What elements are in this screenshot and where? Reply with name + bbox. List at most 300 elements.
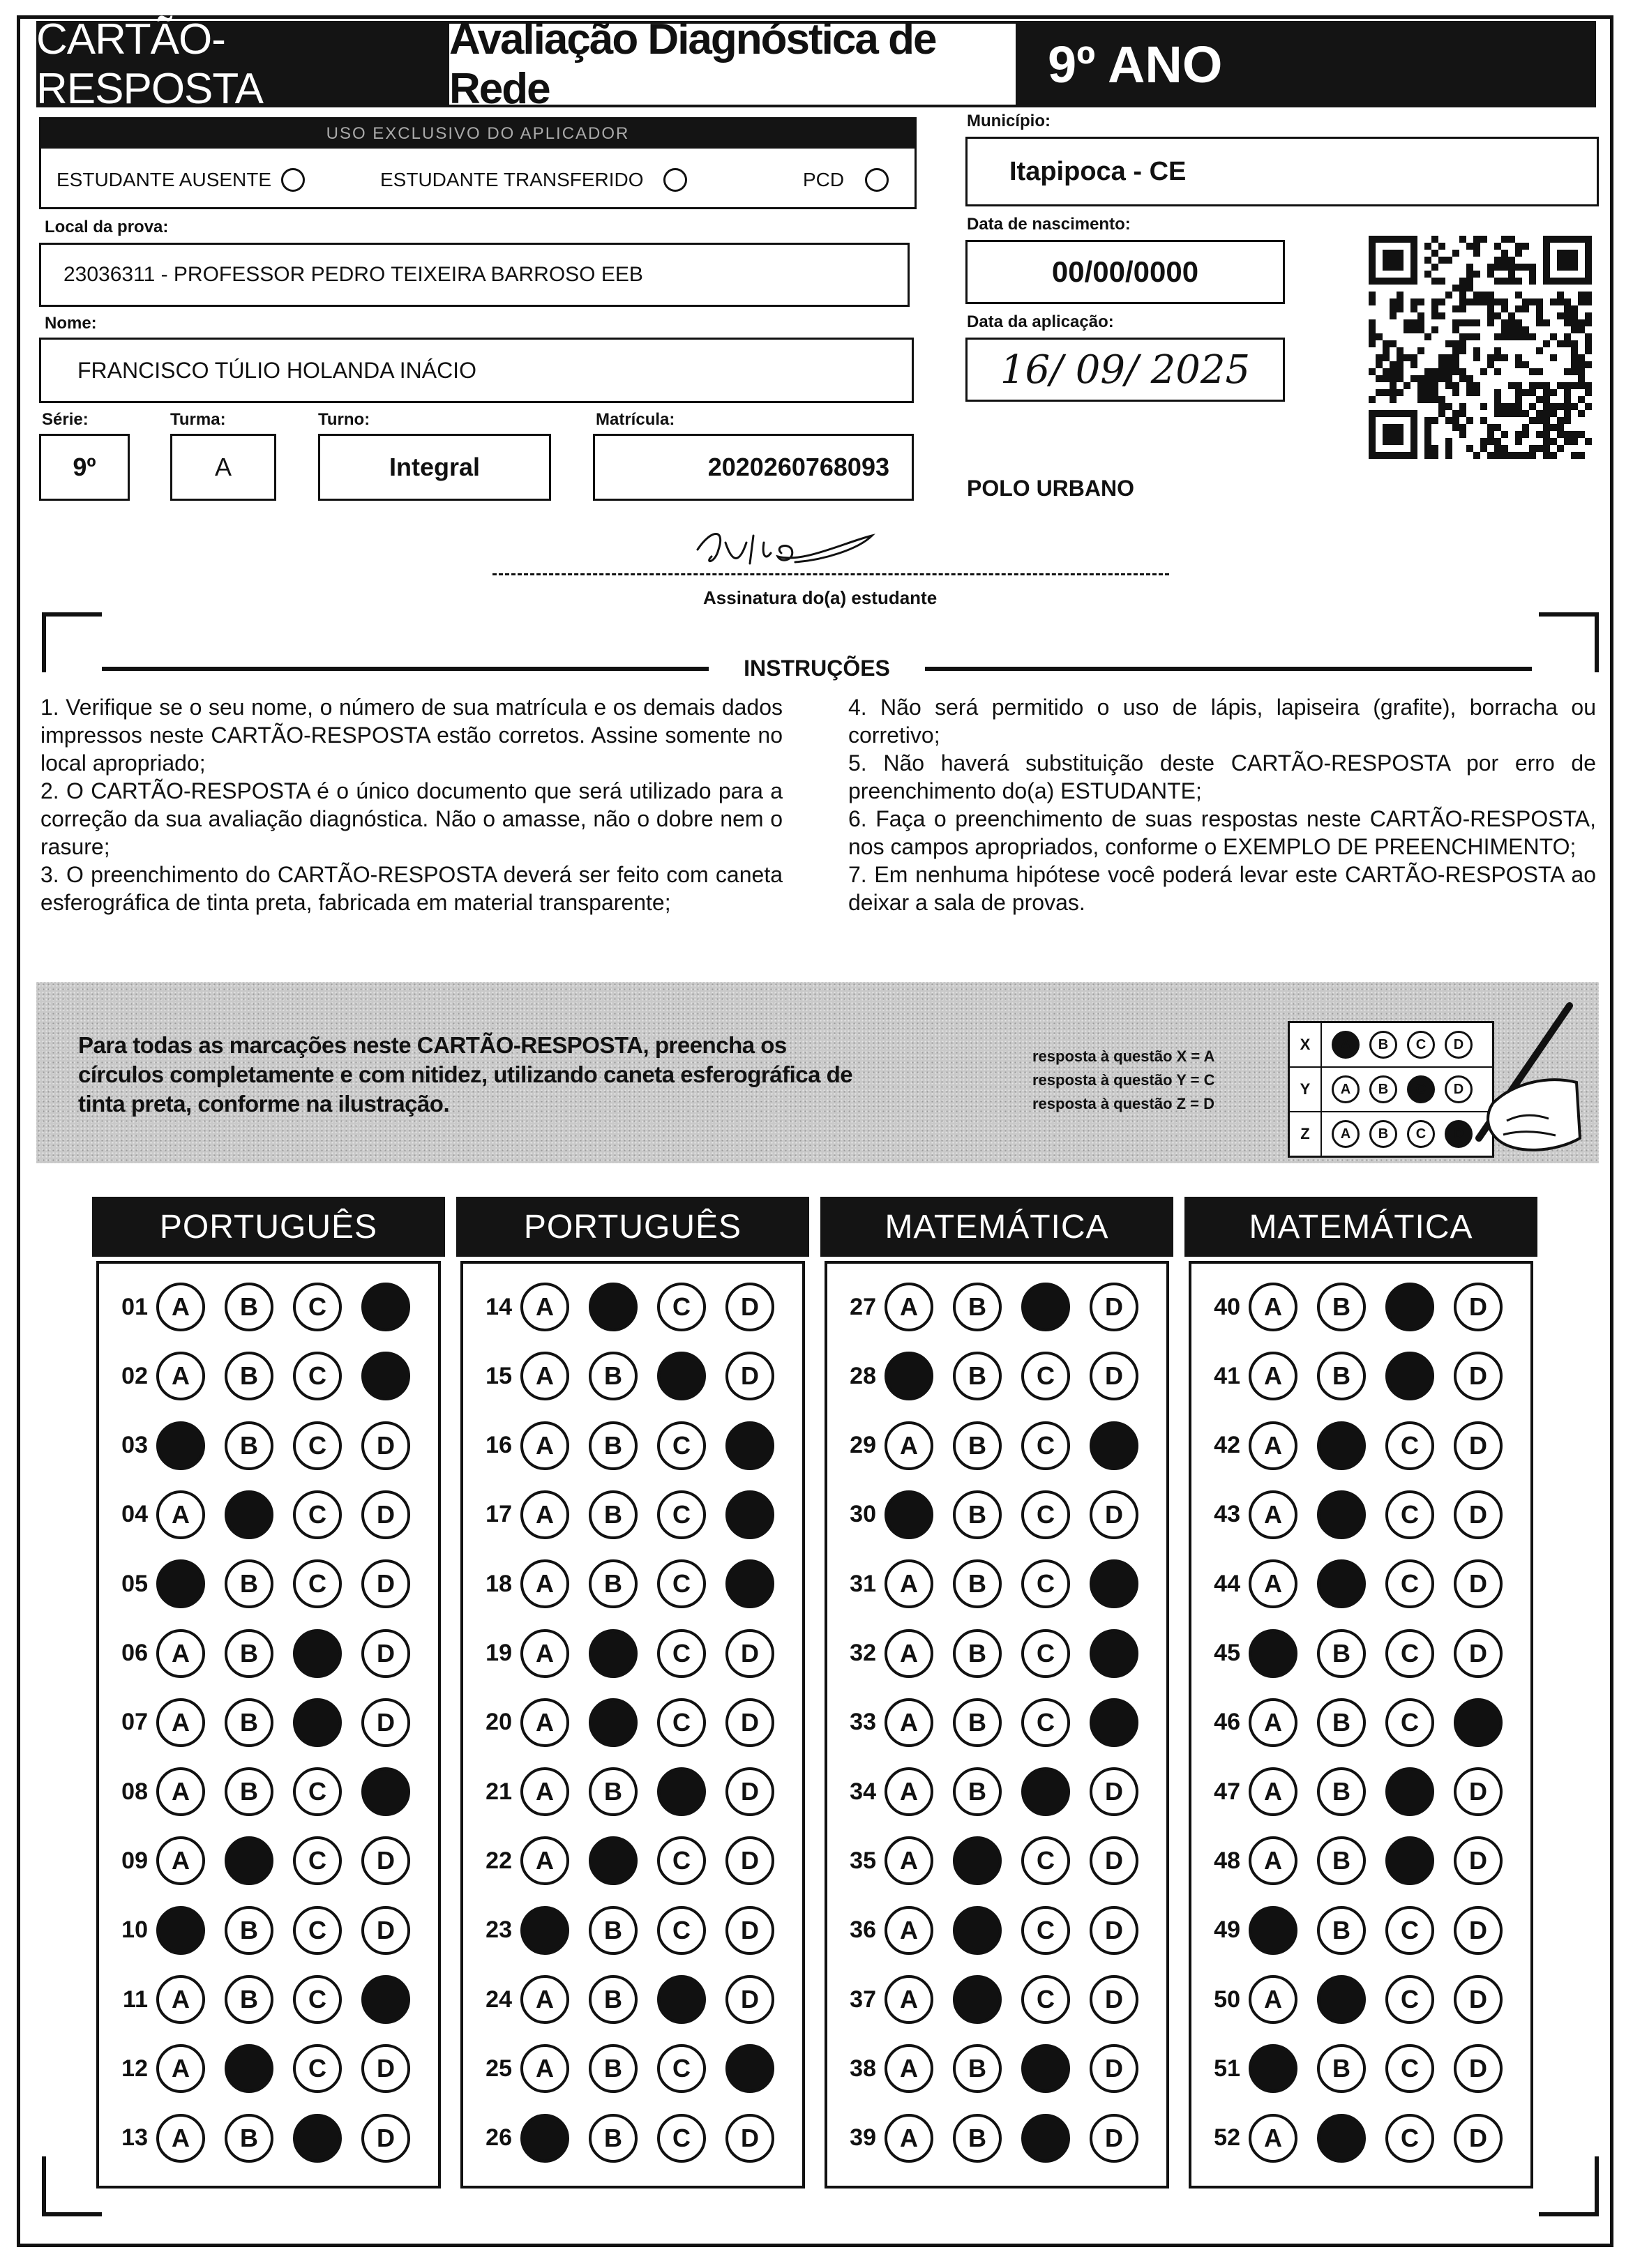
answer-bubble-d[interactable]: D [725, 1767, 774, 1816]
answer-bubble-b[interactable]: B [1317, 1698, 1366, 1747]
municipio-value: Itapipoca - CE [1009, 156, 1187, 186]
answer-bubble-d[interactable] [1090, 1421, 1138, 1470]
answer-bubble-d[interactable]: D [725, 1975, 774, 2024]
answer-bubble-b[interactable] [1317, 2114, 1366, 2163]
answer-bubble-d[interactable] [1090, 1698, 1138, 1747]
question-row [463, 1556, 774, 1612]
answer-bubble-c[interactable]: C [293, 1352, 342, 1400]
answer-bubble-b[interactable]: B [225, 1559, 273, 1608]
answer-bubble-a[interactable]: A [156, 1975, 205, 2024]
answer-bubble-c[interactable]: C [657, 1698, 706, 1747]
answer-bubble-c[interactable]: C [1021, 1836, 1070, 1885]
qr-module [1487, 354, 1494, 361]
question-number: 44 [1214, 1570, 1240, 1597]
qr-module [1543, 438, 1550, 445]
answer-bubble-c[interactable] [293, 1698, 342, 1747]
answer-bubble-a[interactable]: A [156, 2114, 205, 2163]
answer-bubble-a[interactable] [1249, 1629, 1297, 1678]
answer-bubble-d[interactable]: D [725, 1352, 774, 1400]
answer-bubble-a[interactable] [520, 2114, 569, 2163]
answer-bubble-c[interactable] [293, 1629, 342, 1678]
answer-bubble-c[interactable] [657, 1352, 706, 1400]
answer-bubble-a[interactable] [885, 1352, 933, 1400]
answer-bubble-b[interactable]: B [953, 1490, 1002, 1539]
answer-bubble-d[interactable]: D [1454, 1629, 1503, 1678]
answer-bubble-b[interactable]: B [589, 1490, 638, 1539]
answer-bubble-d[interactable]: D [1454, 1975, 1503, 2024]
answer-bubble-b[interactable] [225, 1836, 273, 1885]
question-number: 45 [1214, 1640, 1240, 1666]
qr-module [1564, 319, 1571, 326]
answer-bubble-d[interactable]: D [1454, 2114, 1503, 2163]
answer-bubble-b[interactable]: B [225, 2114, 273, 2163]
qr-module [1424, 389, 1431, 396]
answer-bubble-c[interactable]: C [293, 1975, 342, 2024]
answer-bubble-b[interactable]: B [225, 1421, 273, 1470]
answer-bubble-d[interactable] [725, 1421, 774, 1470]
answer-bubble-d[interactable] [725, 1559, 774, 1608]
answer-bubble-c[interactable] [657, 1975, 706, 2024]
answer-bubble-c[interactable]: C [293, 2044, 342, 2093]
answer-bubble-a[interactable]: A [520, 1629, 569, 1678]
answer-bubble-a[interactable]: A [520, 1490, 569, 1539]
answer-bubble-b[interactable]: B [953, 1421, 1002, 1470]
transferred-circle[interactable] [663, 168, 687, 192]
pcd-label: PCD [803, 169, 845, 190]
question-number: 30 [850, 1501, 876, 1528]
answer-bubble-b[interactable]: B [589, 1906, 638, 1955]
answer-bubble-a[interactable]: A [520, 1352, 569, 1400]
answer-bubble-d[interactable]: D [1090, 1767, 1138, 1816]
answer-bubble-b[interactable] [225, 1490, 273, 1539]
answer-bubble-b[interactable]: B [589, 1767, 638, 1816]
section-box [1189, 1261, 1533, 2188]
answer-bubble-a[interactable] [520, 1906, 569, 1955]
answer-bubble-c[interactable]: C [293, 1421, 342, 1470]
answer-bubble-a[interactable]: A [1249, 1698, 1297, 1747]
answer-bubble-d[interactable] [361, 1283, 410, 1331]
answer-bubble-c[interactable]: C [1385, 1629, 1434, 1678]
answer-bubble-b[interactable]: B [953, 2114, 1002, 2163]
question-row [99, 1833, 410, 1889]
answer-bubble-c[interactable]: C [293, 1767, 342, 1816]
instructions-right [848, 693, 1596, 916]
answer-bubble-c[interactable] [1021, 1283, 1070, 1331]
answer-bubble-c[interactable]: C [1385, 1906, 1434, 1955]
qr-module [1536, 445, 1543, 452]
answer-bubble-c[interactable] [657, 1767, 706, 1816]
answer-bubble-d[interactable]: D [725, 1836, 774, 1885]
answer-bubble-b[interactable] [589, 1629, 638, 1678]
answer-bubble-d[interactable]: D [1454, 1283, 1503, 1331]
qr-module [1536, 417, 1543, 424]
answer-bubble-a[interactable]: A [1249, 1283, 1297, 1331]
answer-bubble-a[interactable]: A [520, 1283, 569, 1331]
answer-bubble-b[interactable]: B [953, 1629, 1002, 1678]
answer-bubble-a[interactable]: A [1249, 2114, 1297, 2163]
answer-bubble-d[interactable]: D [725, 1629, 774, 1678]
answer-bubble-a[interactable]: A [885, 1836, 933, 1885]
answer-bubble-a[interactable]: A [520, 1421, 569, 1470]
answer-bubble-b[interactable] [953, 1906, 1002, 1955]
answer-bubble-c[interactable]: C [1021, 1421, 1070, 1470]
qr-module [1515, 452, 1522, 459]
answer-bubble-a[interactable]: A [156, 1629, 205, 1678]
example-legend-z: resposta à questão Z = D [1032, 1095, 1215, 1112]
qr-module [1410, 361, 1417, 368]
answer-bubble-d[interactable]: D [361, 2114, 410, 2163]
answer-bubble-c[interactable] [1385, 1767, 1434, 1816]
answer-bubble-b[interactable] [589, 1698, 638, 1747]
question-number: 16 [486, 1432, 512, 1459]
qr-module [1550, 354, 1557, 361]
qr-module [1501, 452, 1508, 459]
answer-bubble-d[interactable]: D [1454, 1352, 1503, 1400]
qr-module [1390, 375, 1397, 382]
answer-bubble-a[interactable]: A [1249, 1490, 1297, 1539]
answer-bubble-c[interactable] [1021, 2044, 1070, 2093]
answer-bubble-d[interactable]: D [1454, 1767, 1503, 1816]
qr-module [1431, 326, 1438, 333]
answer-bubble-c[interactable] [1021, 1767, 1070, 1816]
answer-bubble-c[interactable]: C [657, 1559, 706, 1608]
answer-bubble-d[interactable] [725, 1490, 774, 1539]
answer-bubble-c[interactable]: C [1021, 1352, 1070, 1400]
answer-bubble-d[interactable]: D [1454, 1906, 1503, 1955]
answer-bubble-a[interactable]: A [1249, 1975, 1297, 2024]
answer-bubble-d[interactable]: D [1090, 2114, 1138, 2163]
answer-bubble-a[interactable]: A [885, 1767, 933, 1816]
answer-bubble-c[interactable]: C [1021, 1698, 1070, 1747]
answer-bubble-b[interactable] [225, 2044, 273, 2093]
answer-bubble-a[interactable]: A [1249, 1767, 1297, 1816]
answer-bubble-a[interactable]: A [885, 1906, 933, 1955]
answer-bubble-d[interactable]: D [1090, 1352, 1138, 1400]
answer-bubble-c[interactable]: C [1021, 1629, 1070, 1678]
qr-module [1369, 292, 1376, 298]
answer-bubble-b[interactable] [1317, 1490, 1366, 1539]
qr-module [1438, 368, 1445, 375]
answer-bubble-a[interactable]: A [156, 1283, 205, 1331]
answer-bubble-a[interactable]: A [156, 1352, 205, 1400]
answer-bubble-d[interactable]: D [1454, 1490, 1503, 1539]
qr-module [1529, 264, 1536, 271]
pcd-option[interactable] [803, 168, 889, 192]
answer-bubble-c[interactable] [1021, 2114, 1070, 2163]
answer-bubble-a[interactable]: A [885, 1283, 933, 1331]
qr-module [1494, 347, 1501, 354]
answer-bubble-c[interactable]: C [1021, 1975, 1070, 2024]
example-bubble: C [1407, 1120, 1435, 1148]
answer-bubble-d[interactable]: D [1090, 1906, 1138, 1955]
answer-bubble-d[interactable]: D [1090, 1283, 1138, 1331]
answer-bubble-b[interactable]: B [225, 1975, 273, 2024]
answer-bubble-d[interactable] [361, 1975, 410, 2024]
qr-module [1494, 445, 1501, 452]
qr-module [1578, 326, 1585, 333]
qr-module [1585, 298, 1592, 305]
answer-bubble-d[interactable] [361, 1767, 410, 1816]
answer-bubble-a[interactable]: A [156, 1767, 205, 1816]
answer-bubble-b[interactable]: B [1317, 1906, 1366, 1955]
qr-module [1404, 326, 1410, 333]
answer-bubble-c[interactable]: C [1385, 1559, 1434, 1608]
answer-bubble-d[interactable]: D [361, 1629, 410, 1678]
answer-bubble-a[interactable]: A [1249, 1836, 1297, 1885]
answer-bubble-b[interactable] [589, 1836, 638, 1885]
answer-bubble-b[interactable]: B [225, 1352, 273, 1400]
qr-module [1410, 298, 1417, 305]
qr-module [1522, 410, 1529, 417]
answer-bubble-c[interactable]: C [293, 1836, 342, 1885]
answer-bubble-a[interactable] [156, 1559, 205, 1608]
answer-bubble-c[interactable] [1385, 1836, 1434, 1885]
answer-bubble-c[interactable]: C [657, 1906, 706, 1955]
answer-bubble-c[interactable] [293, 2114, 342, 2163]
answer-bubble-a[interactable]: A [885, 1698, 933, 1747]
qr-module [1557, 298, 1564, 305]
question-row [1191, 1695, 1503, 1751]
answer-bubble-b[interactable] [589, 1283, 638, 1331]
transferred-option[interactable] [380, 168, 687, 192]
answer-bubble-d[interactable]: D [725, 1906, 774, 1955]
qr-module [1585, 312, 1592, 319]
answer-bubble-d[interactable]: D [1454, 1421, 1503, 1470]
answer-bubble-a[interactable]: A [156, 2044, 205, 2093]
question-number: 09 [121, 1847, 148, 1874]
answer-bubble-a[interactable]: A [885, 1629, 933, 1678]
answer-bubble-b[interactable] [1317, 1421, 1366, 1470]
qr-module [1501, 326, 1508, 333]
answer-bubble-b[interactable]: B [589, 2114, 638, 2163]
answer-bubble-b[interactable]: B [1317, 1836, 1366, 1885]
question-row [1191, 2110, 1503, 2166]
answer-bubble-b[interactable]: B [1317, 1767, 1366, 1816]
qr-module [1383, 354, 1390, 361]
answer-bubble-d[interactable]: D [361, 1698, 410, 1747]
answer-bubble-c[interactable]: C [657, 2044, 706, 2093]
answer-bubble-a[interactable]: A [885, 1559, 933, 1608]
answer-bubble-d[interactable]: D [1090, 2044, 1138, 2093]
answer-bubble-d[interactable] [1090, 1559, 1138, 1608]
answer-bubble-d[interactable]: D [725, 1283, 774, 1331]
qr-module [1459, 305, 1466, 312]
qr-module [1487, 264, 1494, 271]
answer-bubble-b[interactable]: B [953, 2044, 1002, 2093]
answer-bubble-b[interactable]: B [225, 1629, 273, 1678]
answer-bubble-c[interactable]: C [1021, 1906, 1070, 1955]
answer-bubble-b[interactable]: B [589, 1352, 638, 1400]
qr-module [1390, 312, 1397, 319]
answer-bubble-a[interactable]: A [1249, 1352, 1297, 1400]
qr-module [1417, 382, 1424, 389]
answer-bubble-a[interactable]: A [520, 1836, 569, 1885]
matricula-value: 2020260768093 [707, 453, 889, 481]
example-row-key: Y [1290, 1068, 1322, 1111]
answer-bubble-a[interactable]: A [885, 1975, 933, 2024]
answer-bubble-a[interactable]: A [156, 1490, 205, 1539]
question-number: 37 [850, 1986, 876, 2013]
answer-bubble-a[interactable] [1249, 1906, 1297, 1955]
answer-bubble-d[interactable]: D [1090, 1975, 1138, 2024]
qr-module [1585, 361, 1592, 368]
answer-bubble-c[interactable]: C [657, 1629, 706, 1678]
question-row [463, 2110, 774, 2166]
answer-bubble-b[interactable] [1317, 1975, 1366, 2024]
answer-bubble-c[interactable]: C [293, 1559, 342, 1608]
answer-bubble-a[interactable]: A [520, 1559, 569, 1608]
absent-circle[interactable] [281, 168, 305, 192]
answer-bubble-c[interactable] [1385, 1352, 1434, 1400]
question-number: 17 [486, 1501, 512, 1528]
answer-bubble-b[interactable]: B [225, 1283, 273, 1331]
qr-module [1424, 431, 1431, 438]
answer-bubble-d[interactable]: D [361, 1490, 410, 1539]
answer-bubble-b[interactable] [953, 1975, 1002, 2024]
answer-bubble-b[interactable]: B [589, 1421, 638, 1470]
qr-module [1431, 389, 1438, 396]
hand-pen-icon [1430, 999, 1583, 1166]
pcd-circle[interactable] [865, 168, 889, 192]
answer-bubble-b[interactable]: B [953, 1698, 1002, 1747]
answer-bubble-b[interactable]: B [953, 1352, 1002, 1400]
answer-bubble-b[interactable] [953, 1836, 1002, 1885]
qr-module [1480, 292, 1487, 298]
answer-bubble-b[interactable]: B [953, 1283, 1002, 1331]
answer-bubble-d[interactable]: D [1454, 1559, 1503, 1608]
answer-bubble-a[interactable]: A [1249, 1421, 1297, 1470]
answer-bubble-c[interactable]: C [657, 1283, 706, 1331]
answer-bubble-d[interactable] [1454, 1698, 1503, 1747]
corner-top-right [1539, 612, 1599, 672]
answer-bubble-a[interactable]: A [520, 1698, 569, 1747]
answer-bubble-a[interactable]: A [885, 2044, 933, 2093]
qr-module [1536, 305, 1543, 312]
answer-bubble-a[interactable]: A [885, 2114, 933, 2163]
answer-bubble-d[interactable]: D [361, 2044, 410, 2093]
question-row [99, 1487, 410, 1543]
answer-bubble-b[interactable]: B [1317, 1283, 1366, 1331]
answer-bubble-a[interactable] [156, 1906, 205, 1955]
qr-module [1369, 319, 1376, 326]
answer-bubble-b[interactable]: B [1317, 2044, 1366, 2093]
turno-label: Turno: [318, 410, 370, 429]
answer-bubble-d[interactable]: D [725, 2114, 774, 2163]
answer-bubble-b[interactable]: B [1317, 1352, 1366, 1400]
answer-bubble-d[interactable]: D [361, 1906, 410, 1955]
answer-bubble-b[interactable]: B [589, 2044, 638, 2093]
answer-bubble-c[interactable]: C [1385, 2114, 1434, 2163]
answer-bubble-c[interactable]: C [1385, 1698, 1434, 1747]
answer-bubble-c[interactable]: C [1385, 2044, 1434, 2093]
answer-bubble-a[interactable] [156, 1421, 205, 1470]
answer-bubble-c[interactable]: C [1021, 1559, 1070, 1608]
answer-bubble-b[interactable]: B [953, 1767, 1002, 1816]
qr-module [1466, 333, 1473, 340]
qr-module [1515, 319, 1522, 326]
answer-bubble-d[interactable] [361, 1352, 410, 1400]
answer-bubble-c[interactable]: C [1385, 1975, 1434, 2024]
qr-code [1369, 236, 1592, 459]
answer-bubble-a[interactable]: A [1249, 1559, 1297, 1608]
answer-bubble-b[interactable]: B [225, 1906, 273, 1955]
corner-top-left [42, 612, 102, 672]
answer-bubble-a[interactable]: A [520, 1975, 569, 2024]
answer-bubble-a[interactable]: A [885, 1421, 933, 1470]
answer-bubble-d[interactable]: D [361, 1421, 410, 1470]
answer-bubble-c[interactable]: C [657, 1490, 706, 1539]
qr-module [1452, 382, 1459, 389]
answer-bubble-c[interactable]: C [293, 1490, 342, 1539]
answer-bubble-d[interactable] [1090, 1629, 1138, 1678]
qr-module [1578, 452, 1585, 459]
answer-bubble-c[interactable] [1385, 1283, 1434, 1331]
example-row-key: X [1290, 1023, 1322, 1066]
qr-module [1431, 396, 1438, 403]
answer-bubble-c[interactable]: C [293, 1283, 342, 1331]
qr-module [1585, 340, 1592, 347]
qr-module [1390, 340, 1397, 347]
question-row [1191, 2041, 1503, 2096]
answer-bubble-d[interactable]: D [361, 1559, 410, 1608]
qr-module [1564, 368, 1571, 375]
answer-bubble-c[interactable]: C [657, 2114, 706, 2163]
answer-bubble-c[interactable]: C [293, 1906, 342, 1955]
qr-module [1536, 347, 1543, 354]
answer-bubble-d[interactable]: D [1090, 1490, 1138, 1539]
answer-bubble-c[interactable]: C [657, 1421, 706, 1470]
qr-module [1529, 417, 1536, 424]
qr-module [1466, 417, 1473, 424]
nome-value: FRANCISCO TÚLIO HOLANDA INÁCIO [77, 357, 476, 383]
qr-module [1473, 271, 1480, 278]
qr-module [1494, 396, 1501, 403]
answer-bubble-b[interactable]: B [1317, 1629, 1366, 1678]
answer-bubble-c[interactable]: C [1021, 1490, 1070, 1539]
answer-bubble-d[interactable]: D [1454, 1836, 1503, 1885]
question-row [463, 1695, 774, 1751]
qr-module [1431, 382, 1438, 389]
answer-bubble-b[interactable]: B [589, 1559, 638, 1608]
answer-bubble-d[interactable] [725, 2044, 774, 2093]
answer-bubble-d[interactable]: D [725, 1698, 774, 1747]
answer-bubble-c[interactable]: C [1385, 1421, 1434, 1470]
answer-bubble-b[interactable]: B [589, 1975, 638, 2024]
absent-option[interactable] [57, 168, 305, 192]
answer-bubble-a[interactable]: A [520, 1767, 569, 1816]
question-row [463, 1487, 774, 1543]
answer-bubble-b[interactable]: B [225, 1698, 273, 1747]
answer-bubble-d[interactable]: D [361, 1836, 410, 1885]
answer-bubble-d[interactable]: D [1454, 2044, 1503, 2093]
answer-bubble-a[interactable]: A [520, 2044, 569, 2093]
answer-bubble-a[interactable]: A [156, 1698, 205, 1747]
answer-bubble-a[interactable] [885, 1490, 933, 1539]
qr-module [1487, 319, 1494, 326]
answer-bubble-c[interactable]: C [657, 1836, 706, 1885]
answer-bubble-b[interactable]: B [953, 1559, 1002, 1608]
example-legend-y: resposta à questão Y = C [1032, 1071, 1215, 1089]
answer-bubble-b[interactable] [1317, 1559, 1366, 1608]
answer-bubble-b[interactable]: B [225, 1767, 273, 1816]
qr-module [1522, 389, 1529, 396]
question-number: 25 [486, 2055, 512, 2082]
answer-bubble-c[interactable]: C [1385, 1490, 1434, 1539]
qr-module [1515, 326, 1522, 333]
answer-bubble-a[interactable]: A [156, 1836, 205, 1885]
answer-bubble-d[interactable]: D [1090, 1836, 1138, 1885]
answer-bubble-a[interactable] [1249, 2044, 1297, 2093]
